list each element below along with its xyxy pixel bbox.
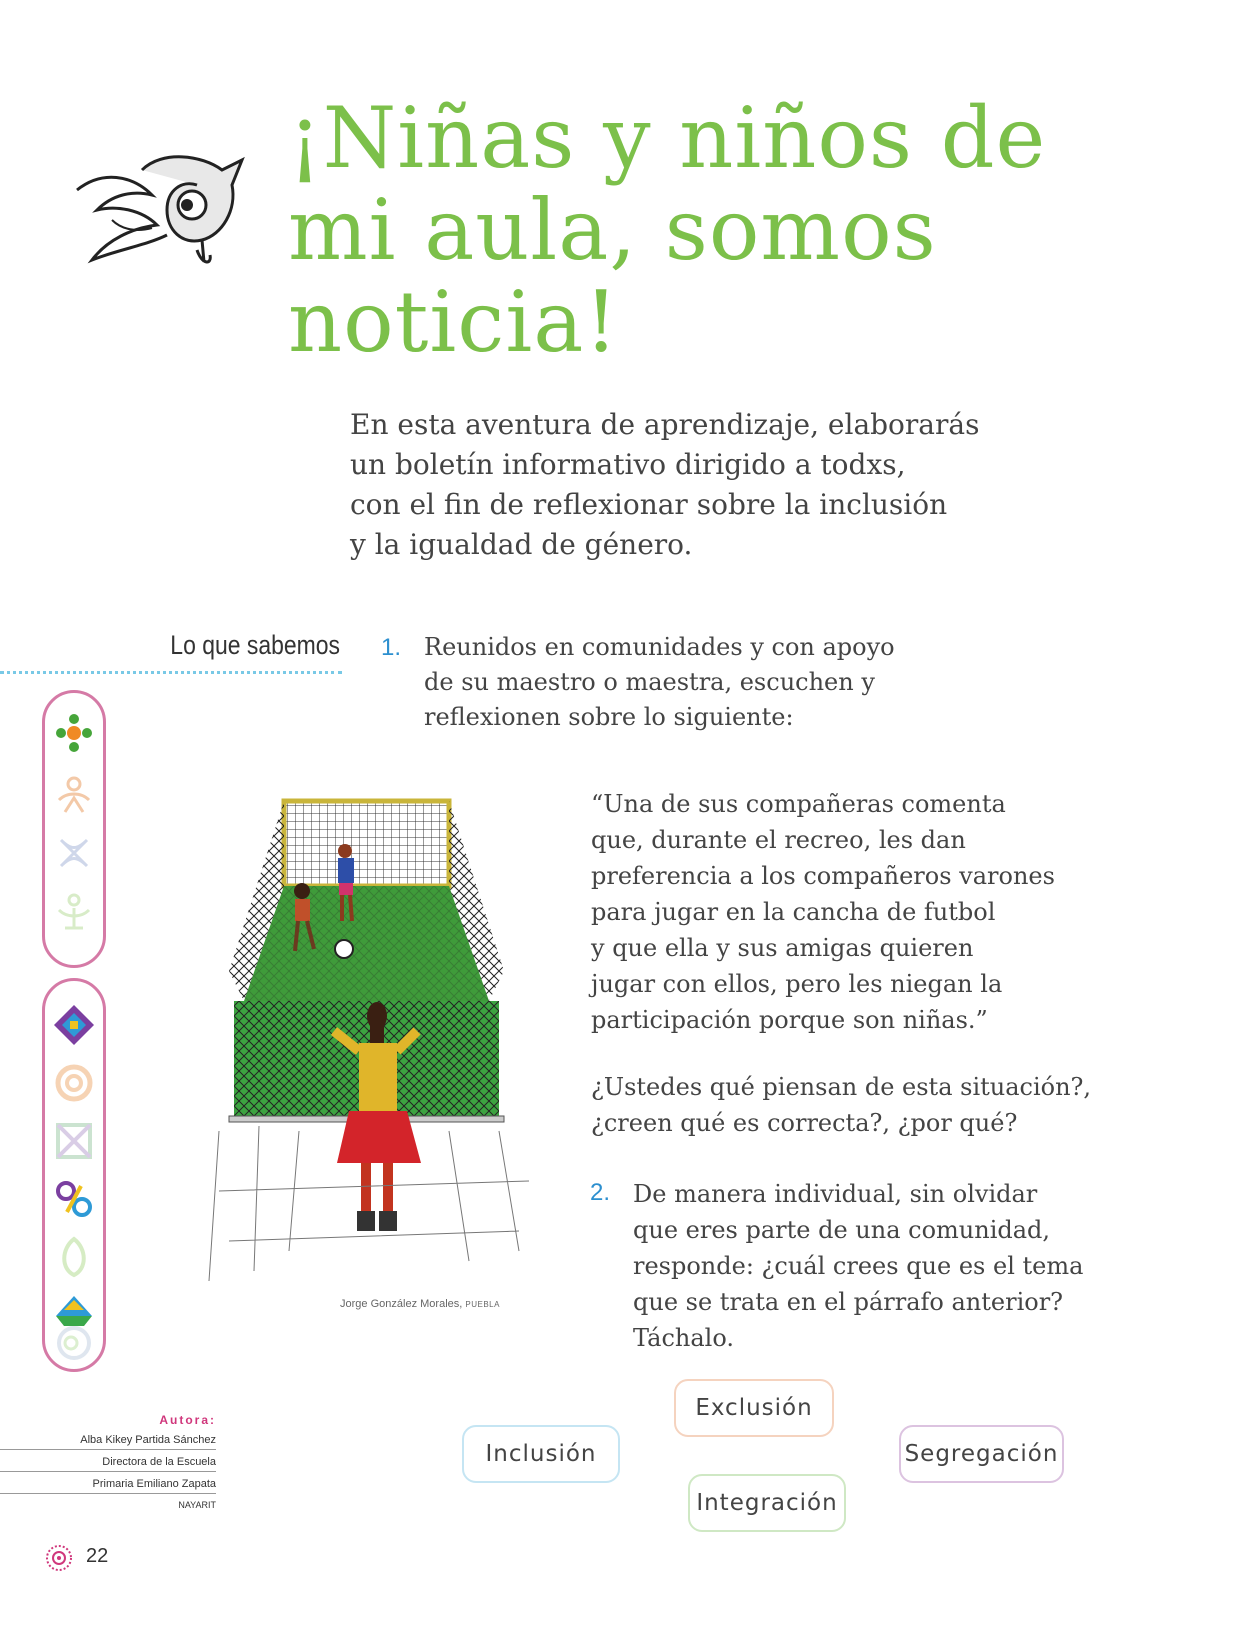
ask-line-2: ¿creen qué es correcta?, ¿por qué?	[591, 1109, 1018, 1137]
question-1-line-1: Reunidos en comunidades y con apoyo	[424, 633, 895, 661]
title-line-1: ¡Niñas y niños de	[288, 89, 1047, 187]
section-divider	[0, 671, 342, 674]
illustration-credit	[300, 1298, 540, 1310]
quote-line-1: “Una de sus compañeras comenta	[591, 790, 1006, 818]
question-2-line-1: De manera individual, sin olvidar	[633, 1180, 1038, 1208]
quote-line-7: participación porque son niñas.”	[591, 1006, 988, 1034]
reflection-questions	[591, 1069, 1151, 1141]
question-2-line-2: que eres parte de una comunidad,	[633, 1216, 1051, 1244]
pensamiento-critico-icon	[51, 1118, 97, 1164]
intro-line-4: y la igualdad de género.	[350, 528, 693, 561]
comunidad-icon	[51, 1002, 97, 1048]
title-line-2: mi aula, somos	[288, 181, 937, 279]
saberes-icon	[51, 772, 97, 818]
question-1-line-3: reflexionen sobre lo siguiente:	[424, 703, 794, 731]
question-1-number: 1.	[381, 634, 402, 661]
quote-line-5: y que ella y sus amigas quieren	[591, 934, 974, 962]
lenguajes-icon	[51, 710, 97, 756]
credit-state: PUEBLA	[465, 1300, 500, 1309]
quote-paragraph	[591, 786, 1151, 1038]
question-1-text	[424, 630, 944, 735]
question-2-number: 2.	[590, 1179, 611, 1206]
question-2-line-3: responde: ¿cuál crees que es el tema	[633, 1252, 1084, 1280]
soccer-illustration	[199, 781, 541, 1287]
question-2-line-4: que se trata en el párrafo anterior?	[633, 1288, 1064, 1316]
author-name: Alba Kikey Partida Sánchez	[0, 1434, 216, 1450]
quote-line-6: jugar con ellos, pero les niegan la	[591, 970, 1003, 998]
quote-line-2: que, durante el recreo, les dan	[591, 826, 966, 854]
vida-saludable-icon	[51, 1234, 97, 1280]
option-integracion[interactable]: Integración	[688, 1474, 846, 1532]
intro-line-3: con el fin de reflexionar sobre la inclusión	[350, 488, 948, 521]
inclusion-icon	[51, 1060, 97, 1106]
option-inclusion[interactable]: Inclusión	[462, 1425, 620, 1483]
page-title	[288, 89, 1088, 371]
option-segregacion[interactable]: Segregación	[899, 1425, 1064, 1483]
page-number: 22	[86, 1545, 109, 1567]
author-label: Autora:	[159, 1413, 216, 1427]
intro-line-2: un boletín informativo dirigido a todxs,	[350, 448, 906, 481]
author-role: Directora de la Escuela	[0, 1456, 216, 1472]
section-title: Lo que sabemos	[170, 630, 340, 660]
intro-line-1: En esta aventura de aprendizaje, elaborarás	[350, 408, 980, 441]
glyph-illustration	[72, 150, 247, 275]
ask-line-1: ¿Ustedes qué piensan de esta situación?,	[591, 1073, 1092, 1101]
question-2-line-5: Táchalo.	[633, 1324, 734, 1352]
question-2-text	[633, 1176, 1153, 1356]
question-1-line-2: de su maestro o maestra, escuchen y	[424, 668, 875, 696]
humano-icon	[51, 888, 97, 934]
title-line-3: noticia!	[288, 273, 620, 371]
author-state: NAYARIT	[178, 1500, 216, 1510]
credit-name: Jorge González Morales,	[340, 1298, 463, 1310]
igualdad-genero-icon	[51, 1176, 97, 1222]
etica-icon	[51, 830, 97, 876]
quote-line-3: preferencia a los compañeros varones	[591, 862, 1055, 890]
artes-icon	[51, 1320, 97, 1366]
quote-line-4: para jugar en la cancha de futbol	[591, 898, 996, 926]
option-exclusion[interactable]: Exclusión	[674, 1379, 834, 1437]
page-ornament-icon	[44, 1543, 74, 1573]
author-school: Primaria Emiliano Zapata	[0, 1478, 216, 1494]
intro-paragraph	[350, 405, 1050, 565]
